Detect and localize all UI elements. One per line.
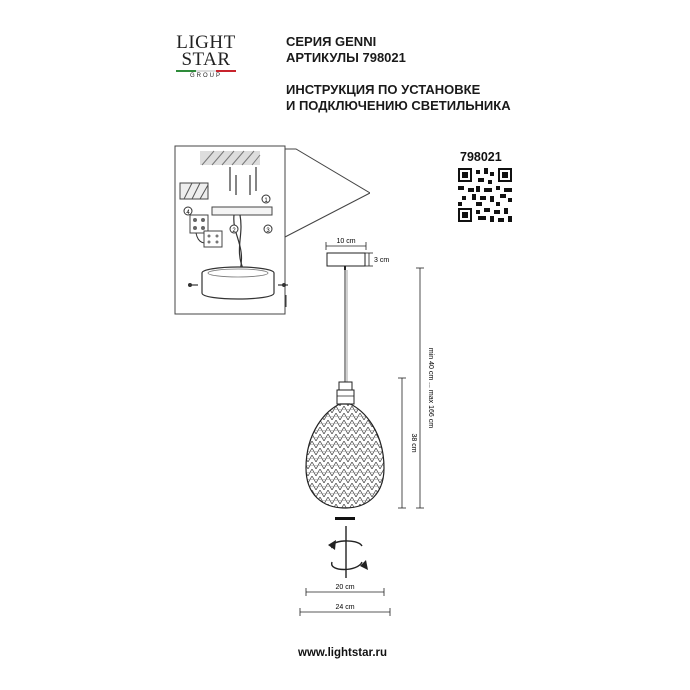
logo-flag: [176, 70, 236, 72]
shade-width-label: 20 cm: [335, 584, 355, 591]
logo-line-2: STAR: [181, 49, 231, 70]
canopy-width-label: 10 cm: [336, 238, 356, 245]
step-marker-4: 4: [186, 210, 190, 216]
articles-title: АРТИКУЛЫ 798021: [286, 50, 406, 65]
logo-line-1: LIGHT: [176, 32, 236, 53]
shade-height-label: 38 cm: [410, 433, 417, 453]
canopy-height-label: 3 cm: [374, 257, 390, 264]
height-range-label: min 40 cm ... max 166 cm: [427, 347, 434, 429]
total-width-label: 24 cm: [335, 604, 355, 611]
step-marker-3: 3: [266, 228, 270, 234]
instruction-line-1: ИНСТРУКЦИЯ ПО УСТАНОВКЕ: [286, 82, 481, 97]
step-marker-2: 2: [232, 228, 236, 234]
article-number: 798021: [460, 150, 502, 164]
step-marker-1: 1: [264, 198, 268, 204]
instruction-line-2: И ПОДКЛЮЧЕНИЮ СВЕТИЛЬНИКА: [286, 98, 511, 113]
product-dimension-drawing: [290, 230, 440, 622]
series-title: СЕРИЯ GENNI: [286, 34, 377, 49]
logo-line-3: GROUP: [189, 73, 222, 79]
qr-code: [458, 168, 512, 222]
website-url: www.lightstar.ru: [298, 647, 388, 659]
brand-logo: [176, 34, 236, 79]
